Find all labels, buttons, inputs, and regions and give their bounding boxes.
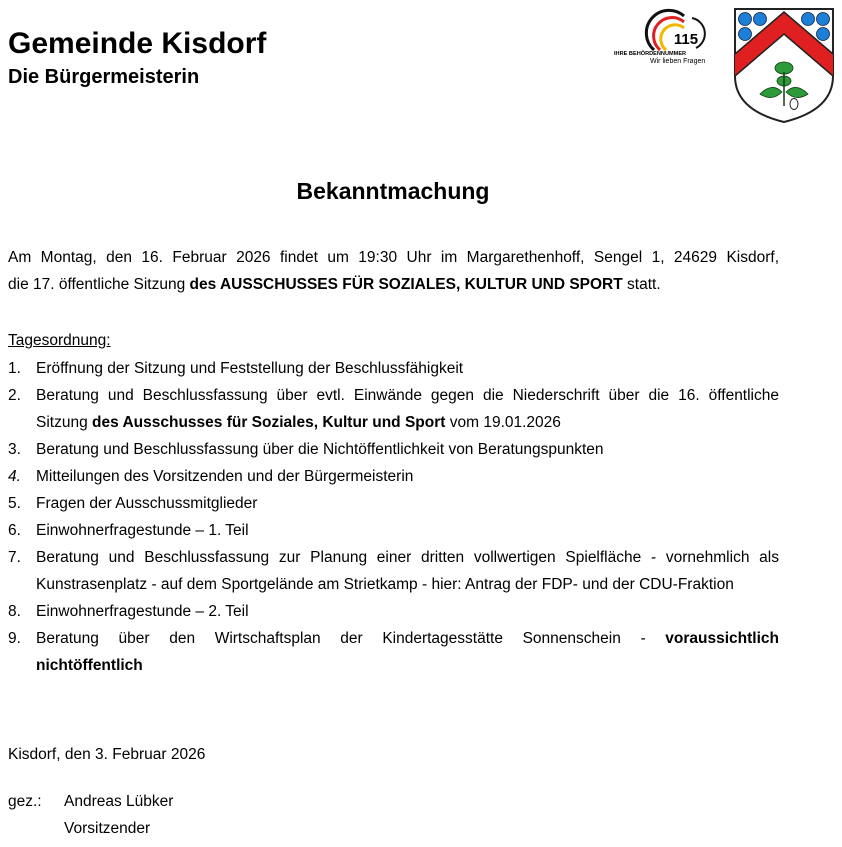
agenda-item — [8, 598, 779, 625]
office-subtitle: Die Bürgermeisterin — [8, 66, 200, 88]
agenda-text: Beratung und Beschlussfassung über die Nichtöffentlichkeit von Beratungspunkten — [36, 441, 604, 458]
signatory-name: Andreas Lübker — [64, 793, 174, 810]
agenda-text-bold-line-2: nichtöffentlich — [36, 657, 143, 674]
logo-115-number: 115 — [673, 31, 699, 48]
agenda-number: 2. — [8, 387, 21, 404]
coat-of-arms-icon — [732, 6, 836, 124]
intro-line-1: Am Montag, den 16. Februar 2026 findet um 19:30 Uhr im Margarethenhoff, Sengel 1, 24629 Kisdorf, — [8, 249, 779, 266]
agenda-text: Einwohnerfragestunde – 2. Teil — [36, 603, 249, 620]
agenda-item — [8, 355, 779, 382]
agenda-text: Mitteilungen des Vorsitzenden und der Bürgermeisterin — [36, 468, 414, 485]
agenda-number: 6. — [8, 522, 21, 539]
agenda-number: 8. — [8, 603, 21, 620]
agenda-item — [8, 490, 779, 517]
agenda-text: Einwohnerfragestunde – 1. Teil — [36, 522, 249, 539]
logo-115-caption: IHRE BEHÖRDENNUMMER — [614, 51, 687, 57]
agenda-item — [8, 382, 779, 436]
agenda-number: 1. — [8, 360, 21, 377]
agenda-text-bold: des Ausschusses für Soziales, Kultur und Sport — [92, 414, 446, 431]
agenda-item — [8, 463, 779, 490]
signature-label: gez.: — [8, 793, 42, 810]
agenda-text-line-2: Kunstrasenplatz - auf dem Sportgelände am Strietkamp - hier: Antrag der FDP- und der CDU-Fraktion — [36, 576, 734, 593]
committee-name: des AUSSCHUSSES FÜR SOZIALES, KULTUR UND SPORT — [189, 276, 623, 293]
agenda-number: 4. — [8, 468, 21, 485]
agenda-text: Fragen der Ausschussmitglieder — [36, 495, 258, 512]
agenda-text: Eröffnung der Sitzung und Feststellung der Beschlussfähigkeit — [36, 360, 464, 377]
agenda-text-post: vom 19.01.2026 — [445, 414, 561, 431]
agenda-text-line-1: Beratung und Beschlussfassung zur Planung einer dritten vollwertigen Spielfläche - vornehmlich als — [36, 549, 779, 566]
agenda-number: 3. — [8, 441, 21, 458]
place-date: Kisdorf, den 3. Februar 2026 — [8, 746, 206, 763]
agenda-number: 5. — [8, 495, 21, 512]
logo-115-icon — [612, 6, 712, 70]
intro-line-2-post: statt. — [622, 276, 661, 293]
agenda-item — [8, 544, 779, 598]
agenda-number: 7. — [8, 549, 21, 566]
agenda-text-line-1: Beratung und Beschlussfassung über evtl. Einwände gegen die Niederschrift über die 16. öffentliche — [36, 387, 779, 404]
agenda-number: 9. — [8, 630, 21, 647]
authority-number-logo — [612, 6, 712, 70]
document-heading: Bekanntmachung — [296, 178, 490, 204]
intro-paragraph — [8, 244, 779, 298]
agenda-text-bold: voraussichtlich — [665, 630, 779, 647]
agenda-list — [8, 355, 779, 679]
intro-line-2-pre: die 17. öffentliche Sitzung — [8, 276, 190, 293]
municipality-title: Gemeinde Kisdorf — [8, 27, 267, 60]
agenda-text-pre: Beratung über den Wirtschaftsplan der Kindertagesstätte Sonnenschein - — [36, 630, 666, 647]
agenda-label: Tagesordnung: — [8, 332, 111, 349]
agenda-item — [8, 436, 779, 463]
signatory-role: Vorsitzender — [64, 820, 151, 837]
agenda-item — [8, 625, 779, 679]
logo-115-slogan: Wir lieben Fragen — [650, 58, 706, 65]
agenda-item — [8, 517, 779, 544]
agenda-text-pre: Sitzung — [36, 414, 93, 431]
